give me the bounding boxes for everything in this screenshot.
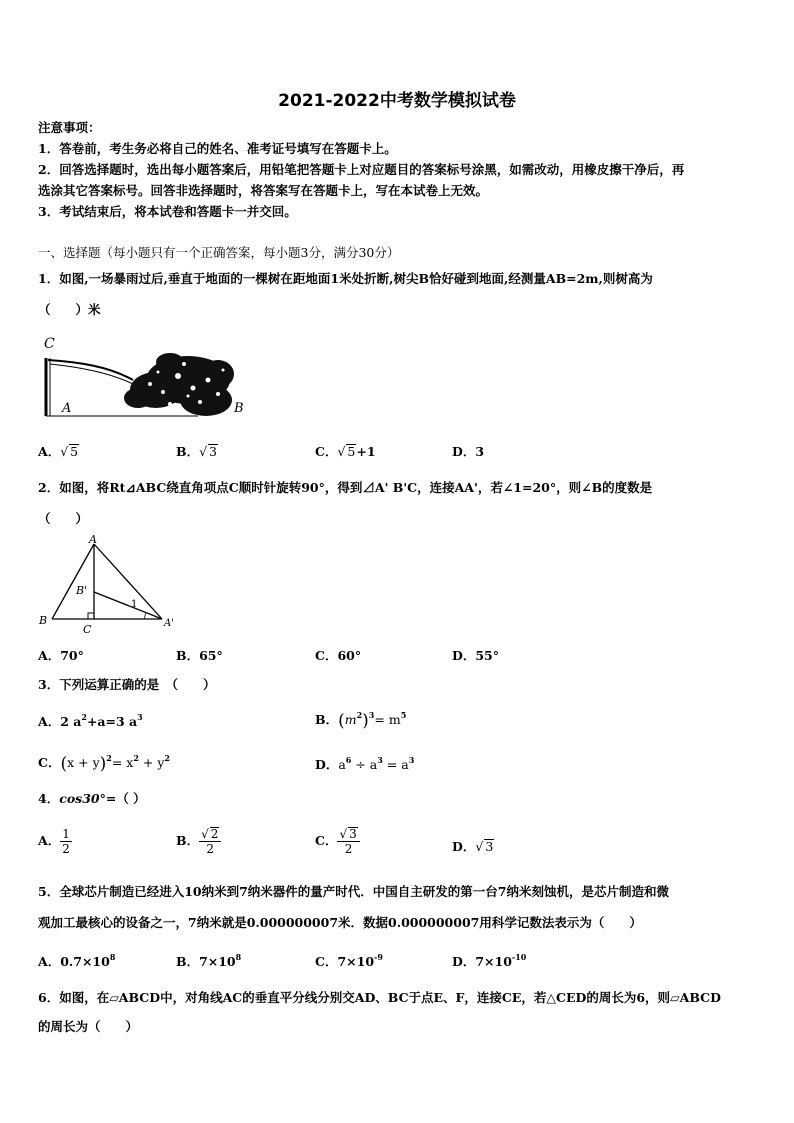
question-2-stem: 2．如图，将Rt⊿ABC绕直角项点C顺时针旋转90°，得到⊿A' B'C，连接AA'，若∠1=20°，则∠B的度数是 bbox=[38, 480, 653, 495]
q2-option-a[interactable]: A．70° bbox=[38, 648, 84, 663]
note-item: 1．答卷前，考生务必将自己的姓名、准考证号填写在答题卡上。 bbox=[38, 141, 397, 156]
question-6-stem: 6．如图，在▱ABCD中，对角线AC的垂直平分线分别交AD、BC于点E、F，连接CE，若△CED的周长为6，则▱ABCD bbox=[38, 990, 721, 1005]
question-2-blank: （ ） bbox=[38, 511, 89, 526]
q1-option-c[interactable]: C．√ 5+1 bbox=[315, 444, 376, 459]
fig-label-c: C bbox=[83, 623, 92, 636]
page-title: 2021-2022中考数学模拟试卷 bbox=[278, 91, 516, 111]
fig-label-a-prime: A' bbox=[164, 618, 174, 629]
note-item: 2．回答选择题时，选出每小题答案后，用铅笔把答题卡上对应题目的答案标号涂黑，如需改动，用橡皮擦干净后，再 bbox=[38, 162, 685, 177]
question-2-figure bbox=[38, 534, 188, 636]
q3-option-d[interactable]: D．$a^6 \div a^3 = a^3$ bbox=[315, 755, 415, 772]
question-6-stem-2: 的周长为（ ） bbox=[38, 1019, 139, 1034]
q2-option-c[interactable]: C．60° bbox=[315, 648, 362, 663]
question-1-blank: （ ）米 bbox=[38, 302, 101, 317]
fig-label-b: B bbox=[234, 401, 244, 416]
q1-option-a[interactable]: A．√ 5 bbox=[38, 444, 79, 459]
question-5-stem: 5．全球芯片制造已经进入10纳米到7纳米器件的量产时代．中国自主研发的第一台7纳米刻蚀机，是芯片制造和微 bbox=[38, 884, 669, 899]
q5-option-b[interactable]: B．$7\times 10^8$ bbox=[176, 952, 242, 969]
question-1-figure bbox=[38, 332, 253, 424]
q5-option-d[interactable]: D．$7\times 10^{-10}$ bbox=[452, 952, 527, 969]
q1-option-d[interactable]: D．3 bbox=[452, 444, 485, 459]
q4-option-a[interactable]: A． $\frac{1}{2}$ bbox=[38, 827, 70, 856]
q3-option-a[interactable]: A．2 $a^2+a=3$ $a^3$ bbox=[38, 712, 143, 729]
q1-option-b[interactable]: B．√ 3 bbox=[176, 444, 217, 459]
fig-label-angle-1: 1 bbox=[131, 599, 138, 610]
note-item: 选涂其它答案标号。回答非选择题时，将答案写在答题卡上，写在本试卷上无效。 bbox=[38, 183, 489, 198]
fig-label-b: B bbox=[39, 614, 48, 627]
section-heading: 一、选择题（每小题只有一个正确答案，每小题3分，满分30分） bbox=[38, 245, 400, 260]
question-5-stem-2: 观加工最核心的设备之一，7纳米就是0.000000007米．数据0.000000007用科学记数法表示为（ ） bbox=[38, 915, 642, 930]
question-1-stem: 1．如图,一场暴雨过后,垂直于地面的一棵树在距地面1米处折断,树尖B恰好碰到地面,经测量AB=2m,则树高为 bbox=[38, 271, 653, 286]
q4-option-b[interactable]: B． $\frac{√ 2}{2}$ bbox=[176, 827, 221, 856]
q2-option-b[interactable]: B．65° bbox=[176, 648, 223, 663]
q3-option-b[interactable]: B．$(m^2)^3= m^5$ bbox=[315, 710, 407, 731]
fig-label-a: A bbox=[62, 401, 72, 416]
q4-option-d[interactable]: D．√ 3 bbox=[452, 839, 494, 854]
question-3-stem: 3．下列运算正确的是 （ ） bbox=[38, 677, 216, 692]
fig-label-b-prime: B' bbox=[76, 584, 88, 597]
q5-option-c[interactable]: C．$7\times 10^{-9}$ bbox=[315, 952, 383, 969]
q2-option-d[interactable]: D．55° bbox=[452, 648, 499, 663]
notes-heading: 注意事项： bbox=[38, 120, 101, 135]
note-item: 3．考试结束后，将本试卷和答题卡一并交回。 bbox=[38, 204, 297, 219]
question-4-stem: 4．cos30°=（ ） bbox=[38, 791, 146, 806]
q5-option-a[interactable]: A．$0.7\times 10^8$ bbox=[38, 952, 116, 969]
q4-option-c[interactable]: C． $\frac{√ 3}{2}$ bbox=[315, 827, 360, 856]
fig-label-c: C bbox=[44, 336, 55, 352]
q3-option-c[interactable]: C．$(x + y)^2= x^2 + y^2$ bbox=[38, 753, 170, 774]
fig-label-a: A bbox=[89, 534, 97, 546]
